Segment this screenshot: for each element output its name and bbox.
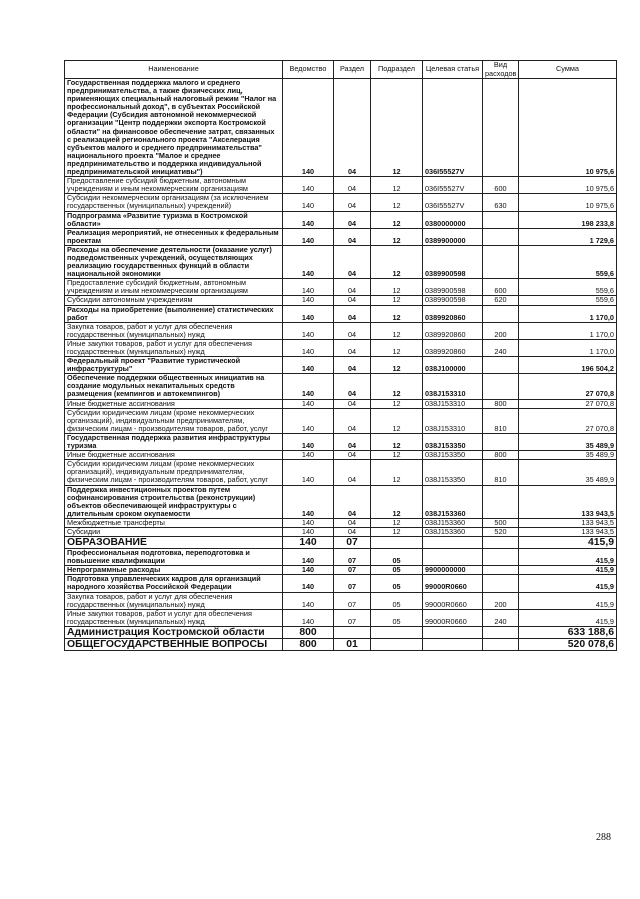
cell-exptype [483,549,519,566]
cell-subsection: 12 [371,451,423,460]
cell-name: ОБРАЗОВАНИЕ [65,537,283,549]
cell-subsection: 12 [371,211,423,228]
table-row [65,537,617,549]
cell-section: 04 [334,211,371,228]
cell-dept: 140 [283,305,334,322]
cell-dept: 140 [283,339,334,356]
cell-name: Подготовка управленческих кадров для организаций народного хозяйства Российской Федерации [65,575,283,592]
table-row [65,305,617,322]
cell-section: 07 [334,537,371,549]
cell-subsection [371,638,423,650]
cell-sum: 415,9 [519,549,617,566]
table-row [65,527,617,536]
cell-target [423,638,483,650]
cell-subsection [371,626,423,638]
cell-exptype [483,638,519,650]
cell-dept: 140 [283,527,334,536]
cell-dept: 140 [283,296,334,305]
cell-section: 04 [334,451,371,460]
cell-section: 04 [334,357,371,374]
cell-sum: 133 943,5 [519,518,617,527]
cell-dept: 140 [283,374,334,399]
cell-section: 04 [334,305,371,322]
table-row [65,433,617,450]
cell-exptype [483,228,519,245]
cell-subsection: 12 [371,322,423,339]
cell-sum: 10 975,6 [519,177,617,194]
cell-sum: 196 504,2 [519,357,617,374]
table-row [65,575,617,592]
cell-target: 99000R0660 [423,609,483,626]
cell-name: Субсидии [65,527,283,536]
cell-exptype [483,211,519,228]
table-row [65,451,617,460]
header-target: Целевая статья [423,61,483,79]
header-sum: Сумма [519,61,617,79]
cell-target: 038J100000 [423,357,483,374]
cell-target: 038J153350 [423,451,483,460]
cell-section: 04 [334,322,371,339]
table-row [65,296,617,305]
cell-section: 01 [334,638,371,650]
table-row [65,626,617,638]
cell-subsection: 12 [371,194,423,211]
cell-section: 04 [334,433,371,450]
cell-section: 04 [334,374,371,399]
cell-target: 0389900598 [423,245,483,278]
cell-target: 038J153360 [423,527,483,536]
cell-subsection: 12 [371,408,423,433]
cell-exptype [483,357,519,374]
cell-dept: 140 [283,322,334,339]
cell-subsection: 12 [371,374,423,399]
cell-dept: 140 [283,549,334,566]
cell-sum: 10 975,6 [519,194,617,211]
table-row [65,460,617,485]
cell-exptype: 800 [483,399,519,408]
cell-name: Непрограммные расходы [65,566,283,575]
cell-subsection: 12 [371,177,423,194]
cell-sum: 198 233,8 [519,211,617,228]
cell-dept: 140 [283,177,334,194]
table-row [65,279,617,296]
cell-dept: 140 [283,566,334,575]
cell-name: Подпрограмма «Развитие туризма в Костромской области» [65,211,283,228]
cell-name: Иные закупки товаров, работ и услуг для обеспечения государственных (муниципальных) нужд [65,339,283,356]
cell-sum: 520 078,6 [519,638,617,650]
cell-name: Субсидии юридическим лицам (кроме некоммерческих организаций), индивидуальным предпринимателям, физическим лицам - производителям товаров, работ, услуг [65,460,283,485]
cell-target: 038J153310 [423,374,483,399]
table-row [65,177,617,194]
cell-exptype: 240 [483,609,519,626]
cell-dept: 140 [283,211,334,228]
cell-target: 0389900598 [423,279,483,296]
cell-exptype [483,433,519,450]
cell-sum: 133 943,5 [519,485,617,518]
cell-subsection: 12 [371,527,423,536]
budget-table [64,60,617,651]
cell-dept: 140 [283,575,334,592]
cell-target: 0380000000 [423,211,483,228]
table-row [65,357,617,374]
cell-subsection: 12 [371,357,423,374]
table-body [65,79,617,651]
cell-dept: 140 [283,592,334,609]
cell-subsection: 05 [371,566,423,575]
header-dept: Ведомство [283,61,334,79]
table-row [65,374,617,399]
cell-target [423,549,483,566]
table-row [65,322,617,339]
cell-dept: 140 [283,460,334,485]
cell-target: 038J153360 [423,518,483,527]
table-row [65,339,617,356]
cell-section: 04 [334,177,371,194]
cell-sum: 415,9 [519,566,617,575]
cell-dept: 140 [283,485,334,518]
cell-name: Государственная поддержка малого и среднего предпринимательства, а также физических лиц, применяющих специальный налоговый режим "Налог на профессиональный доход", в субъектах Российской Федерации (Субсидия автономной некоммерческой организации "Центр поддержки экспорта Костромской области" на финансовое обеспечение затрат, связанных с реализацией регионального проекта "Акселерация субъектов малого и среднего предпринимательства" национального проекта "Малое и среднее предпринимательство и поддержка индивидуальной предпринимательской инициативы") [65,79,283,177]
cell-exptype [483,305,519,322]
table-header-row [65,61,617,79]
cell-target [423,537,483,549]
cell-exptype [483,626,519,638]
cell-target: 038J153350 [423,460,483,485]
cell-section [334,626,371,638]
cell-name: Предоставление субсидий бюджетным, автономным учреждениям и иным некоммерческим организациям [65,279,283,296]
cell-dept: 800 [283,626,334,638]
cell-sum: 415,9 [519,537,617,549]
cell-target: 036I55527V [423,79,483,177]
table-row [65,211,617,228]
cell-section: 07 [334,592,371,609]
cell-dept: 140 [283,279,334,296]
cell-name: Иные бюджетные ассигнования [65,399,283,408]
cell-dept: 140 [283,433,334,450]
cell-target: 038J153310 [423,399,483,408]
cell-exptype [483,485,519,518]
cell-sum: 415,9 [519,592,617,609]
cell-subsection [371,537,423,549]
header-name: Наименование [65,61,283,79]
cell-subsection: 12 [371,485,423,518]
cell-section: 04 [334,518,371,527]
cell-section: 07 [334,566,371,575]
cell-subsection: 12 [371,296,423,305]
cell-section: 04 [334,485,371,518]
table-row [65,566,617,575]
cell-subsection: 12 [371,433,423,450]
cell-name: Иные закупки товаров, работ и услуг для обеспечения государственных (муниципальных) нужд [65,609,283,626]
table-row [65,609,617,626]
cell-exptype [483,374,519,399]
cell-sum: 633 188,6 [519,626,617,638]
cell-sum: 35 489,9 [519,460,617,485]
cell-subsection: 12 [371,79,423,177]
cell-section: 04 [334,408,371,433]
table-row [65,399,617,408]
table-row [65,228,617,245]
cell-sum: 133 943,5 [519,527,617,536]
cell-target: 036I55527V [423,194,483,211]
cell-name: Субсидии некоммерческим организациям (за исключением государственных (муниципальных) учреждений) [65,194,283,211]
table-row [65,485,617,518]
cell-target: 0389900598 [423,296,483,305]
table-row [65,549,617,566]
cell-name: Реализация мероприятий, не отнесенных к федеральным проектам [65,228,283,245]
table-row [65,79,617,177]
cell-section: 07 [334,609,371,626]
cell-target: 9900000000 [423,566,483,575]
cell-section: 04 [334,339,371,356]
cell-exptype: 200 [483,322,519,339]
cell-subsection: 12 [371,305,423,322]
cell-name: Межбюджетные трансферты [65,518,283,527]
cell-sum: 27 070,8 [519,408,617,433]
cell-name: Администрация Костромской области [65,626,283,638]
cell-dept: 140 [283,79,334,177]
cell-section: 04 [334,79,371,177]
cell-name: Закупка товаров, работ и услуг для обеспечения государственных (муниципальных) нужд [65,322,283,339]
table-row [65,245,617,278]
cell-name: Профессиональная подготовка, переподготовка и повышение квалификации [65,549,283,566]
cell-dept: 140 [283,399,334,408]
cell-dept: 800 [283,638,334,650]
cell-subsection: 12 [371,460,423,485]
table-row [65,592,617,609]
cell-dept: 140 [283,518,334,527]
cell-dept: 140 [283,228,334,245]
cell-subsection: 05 [371,609,423,626]
cell-name: Предоставление субсидий бюджетным, автономным учреждениям и иным некоммерческим организациям [65,177,283,194]
cell-sum: 559,6 [519,279,617,296]
cell-exptype [483,79,519,177]
header-subsection: Подраздел [371,61,423,79]
budget-page [64,60,616,651]
header-exptype: Вид расходов [483,61,519,79]
cell-exptype: 800 [483,451,519,460]
cell-sum: 35 489,9 [519,451,617,460]
cell-name: Поддержка инвестиционных проектов путем софинансирования строительства (реконструкции) объектов обеспечивающей инфраструктуры с длительным сроком окупаемости [65,485,283,518]
cell-dept: 140 [283,357,334,374]
cell-name: Расходы на обеспечение деятельности (оказание услуг) подведомственных учреждений, осуществляющих реализацию государственных функций в области национальной экономики [65,245,283,278]
cell-exptype: 200 [483,592,519,609]
cell-exptype: 520 [483,527,519,536]
table-row [65,638,617,650]
cell-exptype: 600 [483,177,519,194]
cell-sum: 1 170,0 [519,305,617,322]
cell-exptype: 600 [483,279,519,296]
cell-sum: 1 170,0 [519,339,617,356]
cell-subsection: 12 [371,279,423,296]
cell-exptype: 500 [483,518,519,527]
cell-section: 04 [334,228,371,245]
cell-target: 0389920860 [423,305,483,322]
table-row [65,194,617,211]
cell-sum: 1 170,0 [519,322,617,339]
cell-section: 04 [334,194,371,211]
cell-exptype [483,245,519,278]
cell-exptype [483,537,519,549]
cell-section: 04 [334,399,371,408]
header-section: Раздел [334,61,371,79]
cell-section: 07 [334,549,371,566]
cell-sum: 27 070,8 [519,399,617,408]
table-row [65,408,617,433]
cell-exptype: 810 [483,408,519,433]
cell-subsection: 05 [371,575,423,592]
cell-target: 99000R0660 [423,592,483,609]
page-number: 288 [596,832,611,843]
cell-sum: 415,9 [519,609,617,626]
cell-section: 04 [334,279,371,296]
cell-exptype: 630 [483,194,519,211]
cell-name: Иные бюджетные ассигнования [65,451,283,460]
cell-sum: 10 975,6 [519,79,617,177]
cell-section: 04 [334,245,371,278]
cell-sum: 559,6 [519,245,617,278]
cell-dept: 140 [283,609,334,626]
cell-target: 99000R0660 [423,575,483,592]
cell-dept: 140 [283,408,334,433]
cell-name: Обеспечение поддержки общественных инициатив на создание модульных некапитальных средств размещения (кемпингов и автокемпингов) [65,374,283,399]
cell-exptype: 240 [483,339,519,356]
cell-sum: 415,9 [519,575,617,592]
cell-sum: 27 070,8 [519,374,617,399]
cell-subsection: 12 [371,228,423,245]
cell-exptype [483,566,519,575]
cell-section: 07 [334,575,371,592]
cell-target: 0389900000 [423,228,483,245]
cell-sum: 559,6 [519,296,617,305]
cell-name: Расходы на приобретение (выполнение) статистических работ [65,305,283,322]
cell-exptype: 620 [483,296,519,305]
cell-sum: 1 729,6 [519,228,617,245]
cell-dept: 140 [283,451,334,460]
cell-name: Закупка товаров, работ и услуг для обеспечения государственных (муниципальных) нужд [65,592,283,609]
cell-name: Государственная поддержка развития инфраструктуры туризма [65,433,283,450]
cell-subsection: 05 [371,592,423,609]
table-row [65,518,617,527]
cell-section: 04 [334,296,371,305]
cell-dept: 140 [283,194,334,211]
cell-section: 04 [334,460,371,485]
cell-sum: 35 489,9 [519,433,617,450]
cell-dept: 140 [283,537,334,549]
cell-target: 038J153360 [423,485,483,518]
cell-subsection: 12 [371,399,423,408]
cell-subsection: 12 [371,245,423,278]
cell-target: 0389920860 [423,339,483,356]
cell-subsection: 05 [371,549,423,566]
cell-name: Субсидии юридическим лицам (кроме некоммерческих организаций), индивидуальным предпринимателям, физическим лицам - производителям товаров, работ, услуг [65,408,283,433]
cell-name: ОБЩЕГОСУДАРСТВЕННЫЕ ВОПРОСЫ [65,638,283,650]
cell-exptype: 810 [483,460,519,485]
cell-section: 04 [334,527,371,536]
cell-dept: 140 [283,245,334,278]
cell-target: 038J153310 [423,408,483,433]
cell-target [423,626,483,638]
cell-subsection: 12 [371,339,423,356]
cell-exptype [483,575,519,592]
cell-target: 0389920860 [423,322,483,339]
cell-name: Субсидии автономным учреждениям [65,296,283,305]
cell-target: 038J153350 [423,433,483,450]
cell-target: 036I55527V [423,177,483,194]
cell-name: Федеральный проект "Развитие туристической инфраструктуры" [65,357,283,374]
cell-subsection: 12 [371,518,423,527]
